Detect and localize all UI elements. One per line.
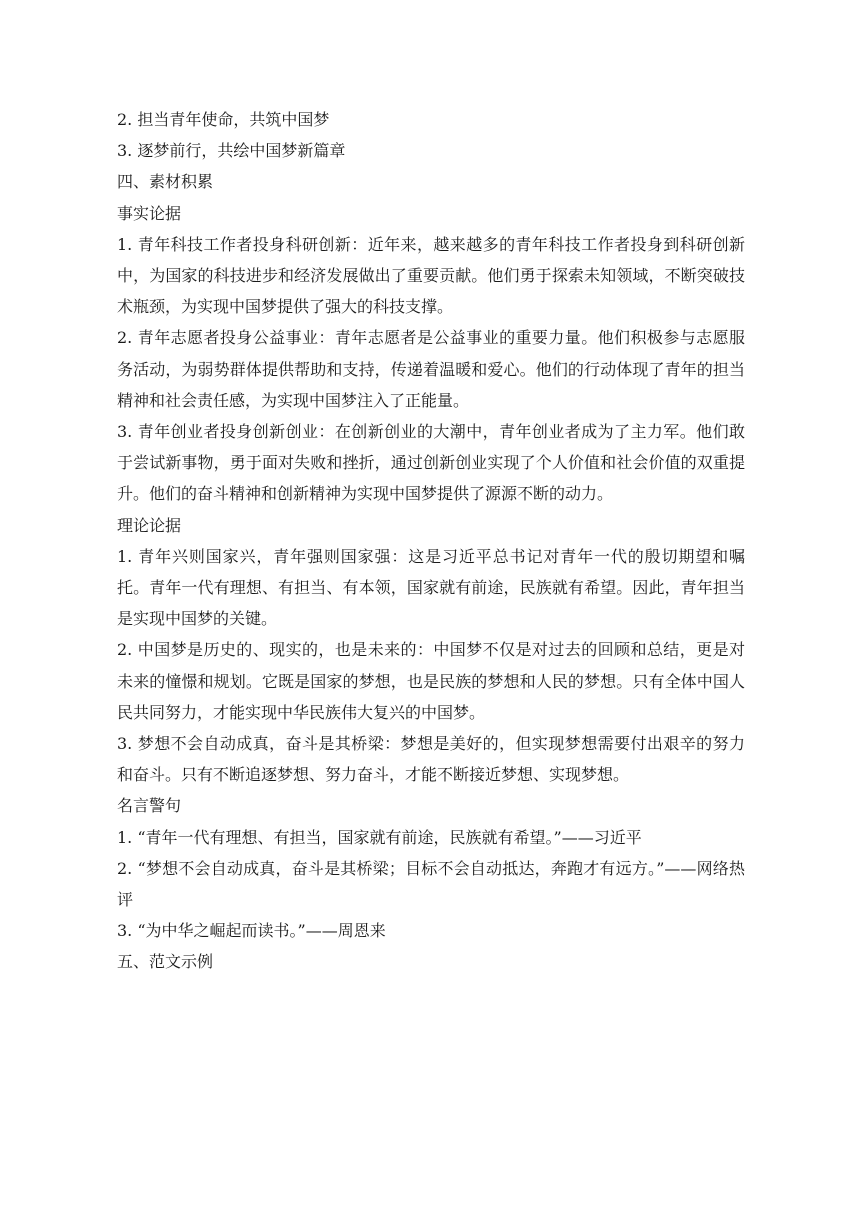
section-heading-materials: 四、素材积累: [117, 172, 214, 192]
theory-paragraph-1: 1. 青年兴则国家兴，青年强则国家强：这是习近平总书记对青年一代的殷切期望和嘱托。青年一代有理想、有担当、有本领，国家就有前途，民族就有希望。因此，青年担当是实现中国梦的关键。: [117, 546, 745, 629]
fact-paragraph-1: 1. 青年科技工作者投身科研创新：近年来，越来越多的青年科技工作者投身到科研创新中，为国家的科技进步和经济发展做出了重要贡献。他们勇于探索未知领域，不断突破技术瓶颈，为实现中国梦提供了强大的科技支撑。: [117, 234, 745, 317]
subheading-quotes: 名言警句: [117, 796, 182, 816]
document-page: [117, 104, 745, 978]
theory-paragraph-2: 2. 中国梦是历史的、现实的，也是未来的：中国梦不仅是对过去的回顾和总结，更是对未来的憧憬和规划。它既是国家的梦想，也是民族的梦想和人民的梦想。只有全体中国人民共同努力，才能实现中华民族伟大复兴的中国梦。: [117, 640, 745, 722]
quote-3: 3. “为中华之崛起而读书。”——周恩来: [117, 921, 386, 941]
quote-2: 2. “梦想不会自动成真，奋斗是其桥梁；目标不会自动抵达，奔跑才有远方。”——网络热评: [117, 858, 745, 910]
theory-paragraph-3: 3. 梦想不会自动成真，奋斗是其桥梁：梦想是美好的，但实现梦想需要付出艰辛的努力和奋斗。只有不断追逐梦想、努力奋斗，才能不断接近梦想、实现梦想。: [117, 734, 745, 785]
outline-item-2: 2. 担当青年使命，共筑中国梦: [117, 110, 330, 129]
fact-paragraph-2: 2. 青年志愿者投身公益事业：青年志愿者是公益事业的重要力量。他们积极参与志愿服务活动，为弱势群体提供帮助和支持，传递着温暖和爱心。他们的行动体现了青年的担当精神和社会责任感，为实现中国梦注入了正能量。: [117, 328, 745, 410]
quote-1: 1. “青年一代有理想、有担当，国家就有前途，民族就有希望。”——习近平: [117, 827, 642, 847]
subheading-theory-evidence: 理论论据: [117, 515, 182, 535]
outline-item-3: 3. 逐梦前行，共绘中国梦新篇章: [117, 141, 346, 161]
section-heading-sample-essay: 五、范文示例: [117, 952, 214, 972]
fact-paragraph-3: 3. 青年创业者投身创新创业：在创新创业的大潮中，青年创业者成为了主力军。他们敢于尝试新事物，勇于面对失败和挫折，通过创新创业实现了个人价值和社会价值的双重提升。他们的奋斗精神和创新精神为实现中国梦提供了源源不断的动力。: [117, 422, 745, 504]
subheading-fact-evidence: 事实论据: [117, 203, 182, 223]
